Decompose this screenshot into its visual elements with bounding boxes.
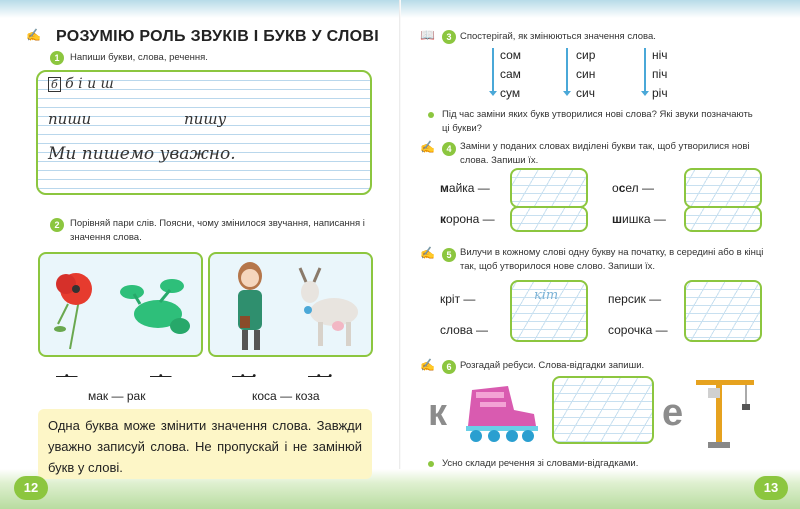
word-syn: син [576,67,596,81]
poppy-crayfish-illustration [40,254,201,355]
copy-word-2: пишу [184,110,227,128]
task-5-text: Вилучи в кожному слові одну букву на початку, в середині або в кінці так, щоб утворилося нове слово. Запиши їх. [460,247,764,272]
highlight-k: к [440,212,447,226]
rebus-letter-k: к [428,392,448,434]
sound-scheme-4: —•—• [308,371,332,382]
answer-box-maika[interactable] [510,168,588,208]
sound-scheme-3: —•—• [232,371,256,382]
task-6-badge: 6 [442,360,456,374]
book-spine [399,0,401,509]
word-nich: ніч [652,48,668,62]
page-number-right: 13 [754,476,788,500]
page-title: РОЗУМІЮ РОЛЬ ЗВУКІВ І БУКВ У СЛОВІ [56,28,379,45]
question-text: Під час заміни яких букв утворилися нові слова? Які звуки позначають ці букви? [442,109,753,134]
word-sych: сич [576,86,595,100]
task-5-badge: 5 [442,248,456,262]
task4-word-shyshka [612,212,666,226]
arrow-col-3 [644,48,646,92]
picture-card-girl-goat [208,252,373,357]
answer-box-rebus[interactable] [552,376,654,444]
task-4-text: Заміни у поданих словах виділені букви так, щоб утворилися нові слова. Запиши їх. [460,141,750,166]
highlight-m: м [440,181,449,195]
answer-box-shyshka[interactable] [684,206,762,232]
page-number-left: 12 [14,476,48,500]
task5-word-slova: слова — [440,323,489,337]
word-som: сом [500,48,522,62]
arrow-col-2 [566,48,568,92]
task-4-badge: 4 [442,142,456,156]
answer-box-korona[interactable] [510,206,588,232]
task-2-badge: 2 [50,218,64,232]
word-syr: сир [576,48,596,62]
answer-box-persyk[interactable] [684,280,762,342]
task4-word-maika [440,181,490,195]
task-2-text: Порівняй пари слів. Поясни, чому змінилося звучання, написання і значення слова. [70,218,365,243]
pencil-icon-6: ✍ [420,358,435,372]
task-3-text: Спостерігай, як змінюються значення слова. [460,31,656,42]
crane-illustration [692,370,756,448]
word-sum: сум [500,86,521,100]
pair-mak-rak: мак — рак [88,389,146,403]
task4-word-osel [612,181,654,195]
rule-box: Одна буква може змінити значення слова. Завжди уважно записуй слова. Не пропускай і не замінюй букв у слові. [38,409,372,479]
final-task-text: Усно склади речення зі словами-відгадками. [442,458,639,469]
task5-word-krit: кріт — [440,292,476,306]
word-pich: піч [652,67,668,81]
girl-goat-illustration [210,254,371,355]
roller-skate-illustration [458,380,544,444]
highlight-sh: ш [612,212,623,226]
sample-answer: кіт [534,288,559,303]
task-3-badge: 3 [442,30,456,44]
copy-sentence: Ми пишемо уважно. [48,144,236,164]
bullet-final [428,461,434,467]
pencil-icon-4: ✍ [420,140,435,154]
pair-kosa-koza: коса — коза [252,389,320,403]
arrow-col-1 [492,48,494,92]
task-1-text: Напиши букви, слова, речення. [70,52,208,63]
task4-word-korona [440,212,495,226]
task-6-text: Розгадай ребуси. Слова-відгадки запиши. [460,360,645,371]
word-rest: орона — [446,212,495,226]
word-rich: річ [652,86,668,100]
picture-card-poppy-crayfish [38,252,203,357]
answer-box-krit[interactable] [510,280,588,342]
copy-letters: б і и ш [65,76,114,92]
word-rest: ел — [625,181,654,195]
sample-letter-b: б [48,77,61,92]
word-rest: ишка — [622,212,666,226]
answer-box-osel[interactable] [684,168,762,208]
copy-line-1 [48,76,114,92]
bullet-question [428,112,434,118]
book-icon: 📖 [420,28,435,42]
highlight-s: с [618,181,626,195]
task5-word-sorochka: сорочка — [608,323,668,337]
sound-scheme-2: —•— [150,371,171,382]
book-hand-icon: ✍ [26,28,41,42]
task5-word-persyk: персик — [608,292,662,306]
copybook-box[interactable] [36,70,372,195]
rebus-letter-e: е [662,392,684,434]
pencil-icon-5: ✍ [420,246,435,260]
word-pre: о [612,181,619,195]
copy-word-1: пиши [48,110,92,128]
word-sam: сам [500,67,521,81]
word-rest: айка — [448,181,490,195]
sound-scheme-1: —•— [56,371,77,382]
task-1-badge: 1 [50,51,64,65]
